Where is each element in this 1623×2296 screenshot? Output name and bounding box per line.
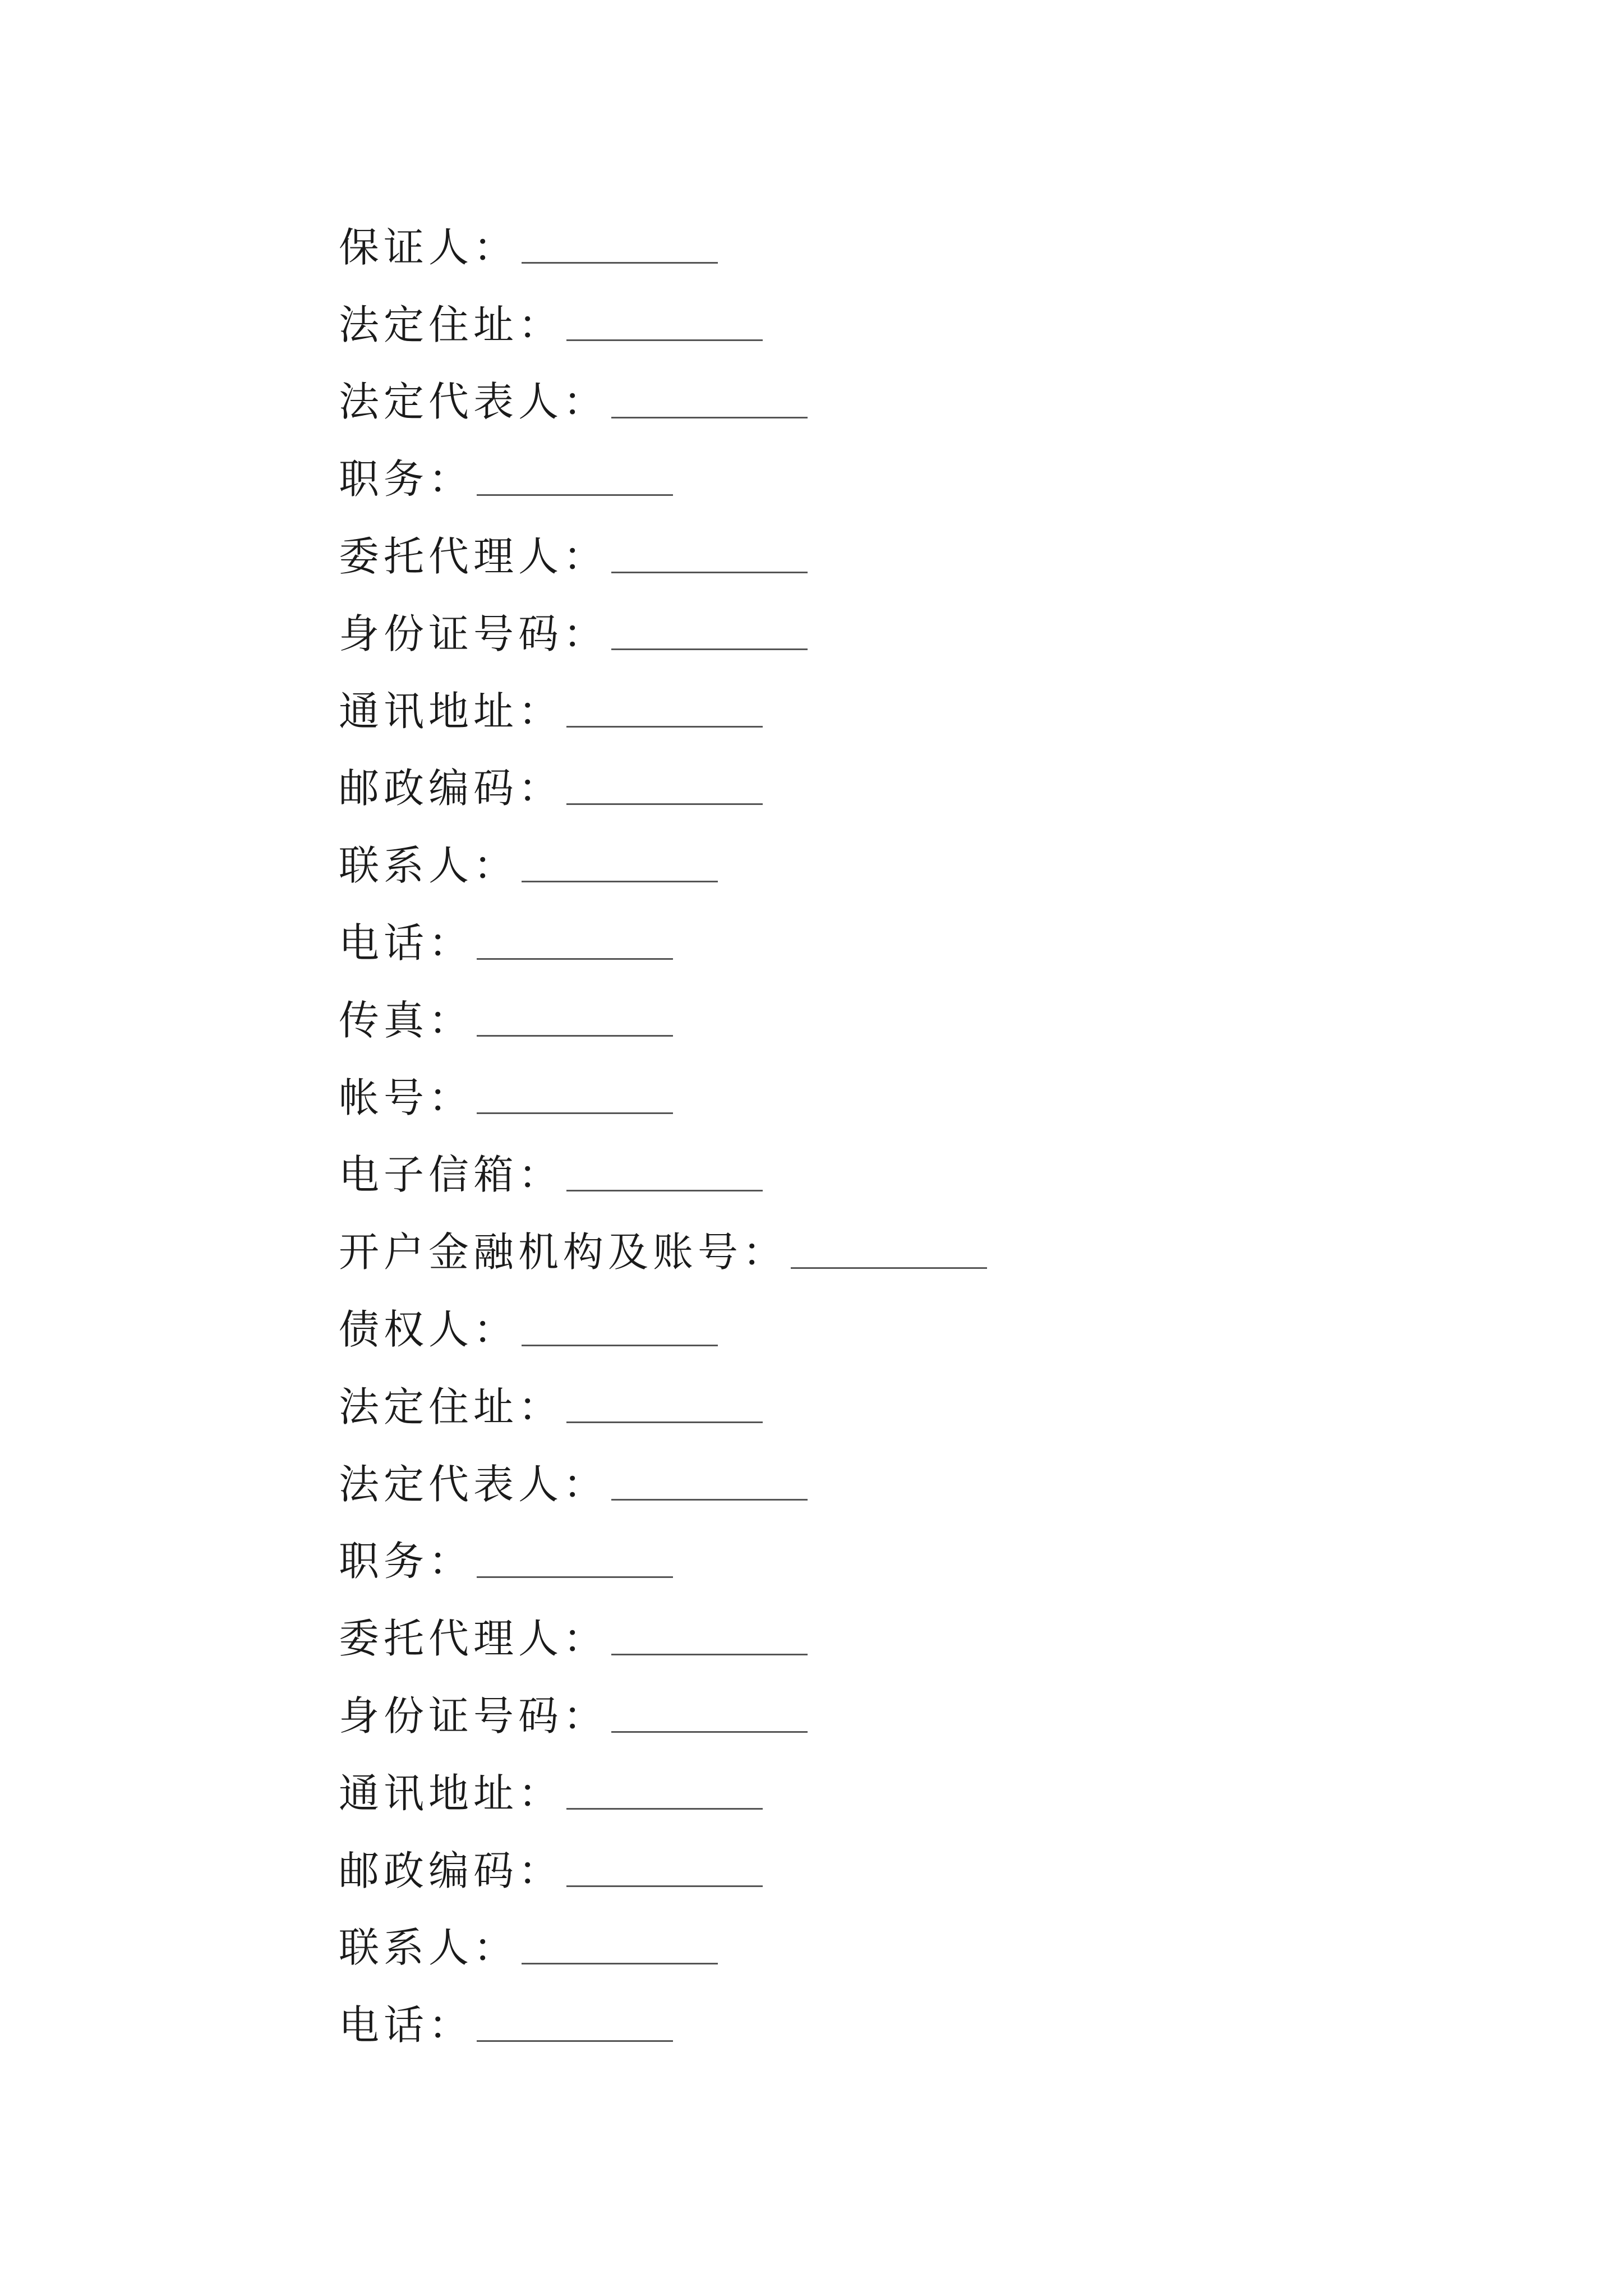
fill-in-blank[interactable] [566, 1808, 763, 1810]
field-guarantor-address [339, 286, 1460, 364]
fill-in-blank[interactable] [522, 881, 718, 882]
field-label: 帐号： [339, 1074, 474, 1121]
field-label: 身份证号码： [339, 1692, 608, 1740]
fill-in-blank[interactable] [566, 1190, 763, 1191]
field-label: 法定代表人： [339, 1460, 608, 1508]
field-creditor-mail-address [339, 1755, 1460, 1832]
field-label: 通讯地址： [339, 1769, 564, 1817]
field-creditor-position [339, 1523, 1460, 1600]
fill-in-blank[interactable] [522, 1963, 718, 1964]
field-guarantor-id-number [339, 595, 1460, 673]
fill-in-blank[interactable] [477, 1035, 673, 1037]
field-label: 联系人： [339, 842, 519, 890]
fill-in-blank[interactable] [611, 648, 808, 650]
field-guarantor-email [339, 1137, 1460, 1214]
fill-in-blank[interactable] [566, 1885, 763, 1887]
field-guarantor-fax [339, 982, 1460, 1059]
field-label: 通讯地址： [339, 687, 564, 735]
field-guarantor-mail-address [339, 673, 1460, 750]
field-guarantor-contact [339, 827, 1460, 904]
fill-in-blank[interactable] [477, 958, 673, 960]
field-guarantor-legal-rep [339, 364, 1460, 441]
field-guarantor [339, 209, 1460, 286]
field-guarantor-bank-account [339, 1213, 1460, 1291]
field-guarantor-account [339, 1059, 1460, 1137]
fill-in-blank[interactable] [566, 1421, 763, 1423]
fill-in-blank[interactable] [522, 1345, 718, 1346]
fill-in-blank[interactable] [611, 1731, 808, 1733]
field-guarantor-position [339, 440, 1460, 518]
field-label: 开户金融机构及账号： [339, 1228, 788, 1276]
field-label: 委托代理人： [339, 1615, 608, 1663]
field-label: 联系人： [339, 1924, 519, 1972]
field-creditor-agent [339, 1600, 1460, 1677]
fill-in-blank[interactable] [611, 1654, 808, 1655]
field-label: 邮政编码： [339, 765, 564, 812]
fill-in-blank[interactable] [566, 726, 763, 728]
field-creditor-phone [339, 1986, 1460, 2064]
field-label: 电话： [339, 2001, 474, 2049]
fill-in-blank[interactable] [611, 417, 808, 418]
fill-in-blank[interactable] [477, 1112, 673, 1114]
field-creditor-legal-rep [339, 1446, 1460, 1523]
field-label: 法定住址： [339, 301, 564, 348]
field-label: 债权人： [339, 1306, 519, 1354]
fill-in-blank[interactable] [477, 494, 673, 496]
field-label: 委托代理人： [339, 533, 608, 581]
field-creditor-contact [339, 1910, 1460, 1987]
fill-in-blank[interactable] [566, 803, 763, 805]
form-field-list [339, 209, 1460, 2064]
field-guarantor-postal-code [339, 750, 1460, 827]
field-label: 电子信箱： [339, 1151, 564, 1199]
field-creditor [339, 1291, 1460, 1368]
field-label: 职务： [339, 1538, 474, 1585]
field-guarantor-phone [339, 904, 1460, 982]
field-label: 保证人： [339, 223, 519, 271]
field-label: 电话： [339, 919, 474, 967]
field-label: 法定住址： [339, 1383, 564, 1430]
field-label: 职务： [339, 455, 474, 503]
fill-in-blank[interactable] [477, 2040, 673, 2042]
fill-in-blank[interactable] [477, 1576, 673, 1578]
fill-in-blank[interactable] [791, 1267, 987, 1269]
fill-in-blank[interactable] [522, 262, 718, 264]
field-label: 传真： [339, 996, 474, 1044]
field-creditor-address [339, 1368, 1460, 1446]
fill-in-blank[interactable] [611, 1499, 808, 1501]
fill-in-blank[interactable] [566, 339, 763, 341]
field-guarantor-agent [339, 518, 1460, 595]
field-label: 邮政编码： [339, 1847, 564, 1894]
field-creditor-postal-code [339, 1832, 1460, 1910]
field-label: 身份证号码： [339, 610, 608, 657]
field-label: 法定代表人： [339, 378, 608, 426]
field-creditor-id-number [339, 1677, 1460, 1755]
fill-in-blank[interactable] [611, 572, 808, 573]
